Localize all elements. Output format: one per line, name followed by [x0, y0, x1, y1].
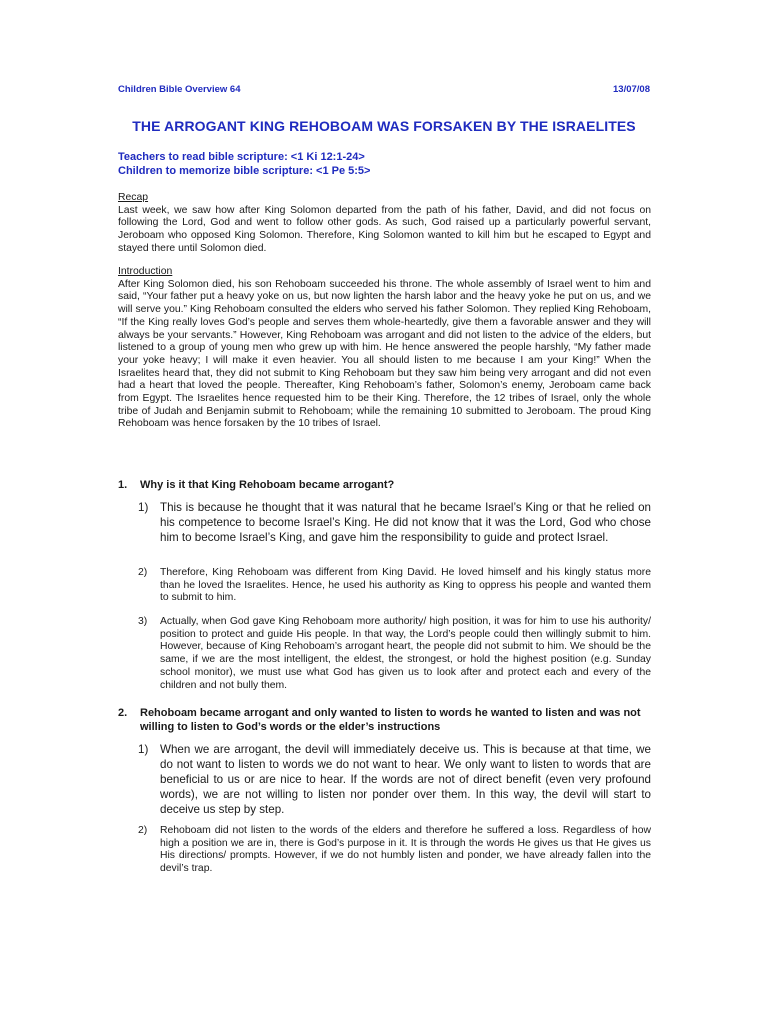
list-item-text: Rehoboam did not listen to the words of the elders and therefore he suffered a loss. Regardless of how high a position we are in, there is God’s purpose in it. It is through the words He gives us that He gives us His directions/ prompts. However, if we do not humbly listen and ponder, we have already fallen into the devil’s trap.	[160, 825, 651, 875]
recap-section	[118, 192, 651, 256]
list-item-number: 1)	[138, 501, 149, 514]
list-item-text: When we are arrogant, the devil will immediately deceive us. This is because at that time, we do not want to listen to words we do not want to hear. We only want to listen to words that are beneficial to us or are nice to hear. If the words are not of direct benefit (even very profound words), we are not willing to listen nor ponder over them. In this way, the devil will start to deceive us step by step.	[160, 743, 651, 816]
introduction-text: After King Solomon died, his son Rehoboam succeeded his throne. The whole assembly of Israel went to him and said, “Your father put a heavy yoke on us, but now lighten the harsh labor and the heavy yoke he put on us, and we will serve you.” King Rehoboam consulted the elders who served his father Solomon. They replied King Rehoboam, “If the King really loves God’s people and serves them whole-heartedly, give them a favorable answer and they will always be your servants.” However, King Rehoboam was arrogant and did not listen to the advice of the elders, but listened to a group of young men who grew up with him. He hence answered the people harshly, “My father made your yoke heavy; I will make it even heavier. You all should listen to me because I am your King!” When the Israelites heard that, they did not submit to King Rehoboam but they saw him being very arrogant and did not even had a heart that loved the people. Thereafter, King Rehoboam’s father, Solomon’s enemy, Jeroboam came back from Egypt. The Israelites hence requested him to be their King. Therefore, the 12 tribes of Israel, only the whole tribe of Judah and Benjamin submit to Rehoboam; while the remaining 10 submitted to Jeroboam. The proud King Rehoboam was hence forsaken by the 10 tribes of Israel.	[118, 278, 651, 430]
list-item	[138, 825, 651, 876]
question-text: Why is it that King Rehoboam became arrogant?	[140, 479, 395, 491]
list-item-number: 1)	[138, 743, 149, 756]
scripture-memorize: Children to memorize bible scripture: <1 Pe 5:5>	[118, 164, 371, 177]
question-number: 2.	[118, 707, 128, 719]
list-item	[138, 567, 651, 605]
list-item	[138, 500, 651, 545]
scripture-read: Teachers to read bible scripture: <1 Ki 12:1-24>	[118, 151, 365, 163]
recap-text: Last week, we saw how after King Solomon departed from the path of his father, David, and did not focus on following the Lord, God and went to follow other gods. As such, God raised up a particularly powerful servant, Jeroboam who opposed King Solomon. Therefore, King Solomon wanted to kill him but he escaped to Egypt and stayed there until Solomon died.	[118, 204, 651, 254]
list-item-number: 2)	[138, 825, 148, 836]
list-item-text: This is because he thought that it was natural that he became Israel’s King or that he relied on his competence to become Israel’s King. He did not know that it was the Lord, God who chose him to become Israel’s King, and gave him the responsibility to guide and protect Israel.	[160, 501, 651, 544]
list-item-number: 3)	[138, 616, 148, 627]
scripture-block	[118, 151, 370, 178]
list-item-text: Therefore, King Rehoboam was different from King David. He loved himself and his kingly status more than he loved the Israelites. Hence, he used his authority as King to oppress his people and wanted them to submit to him.	[160, 567, 651, 604]
list-item	[138, 616, 651, 692]
list-item	[138, 742, 651, 817]
question-number: 1.	[118, 479, 128, 491]
question-1	[118, 478, 651, 492]
list-item-number: 2)	[138, 567, 148, 578]
recap-heading: Recap	[118, 192, 149, 203]
document-date: 13/07/08	[613, 84, 650, 95]
introduction-heading: Introduction	[118, 266, 173, 277]
page-header	[118, 84, 650, 98]
question-2	[118, 706, 651, 734]
introduction-section	[118, 266, 651, 431]
list-item-text: Actually, when God gave King Rehoboam more authority/ high position, it was for him to use his authority/ position to protect and guide His people. In that way, the Lord’s people could then willingly submit to him. However, because of King Rehoboam’s arrogant heart, the people did not submit to him. We should be the same, if we are the most intelligent, the eldest, the strongest, or hold the highest position (e.g. Sunday school monitor), we must use what God has given us to look after and protect each and every of the children and not bully them.	[160, 616, 651, 691]
document-series-label: Children Bible Overview 64	[118, 84, 241, 95]
question-text: Rehoboam became arrogant and only wanted to listen to words he wanted to listen and was not willing to listen to God’s words or the elder’s instructions	[140, 707, 641, 733]
page-title: THE ARROGANT KING REHOBOAM WAS FORSAKEN BY THE ISRAELITES	[132, 118, 636, 134]
